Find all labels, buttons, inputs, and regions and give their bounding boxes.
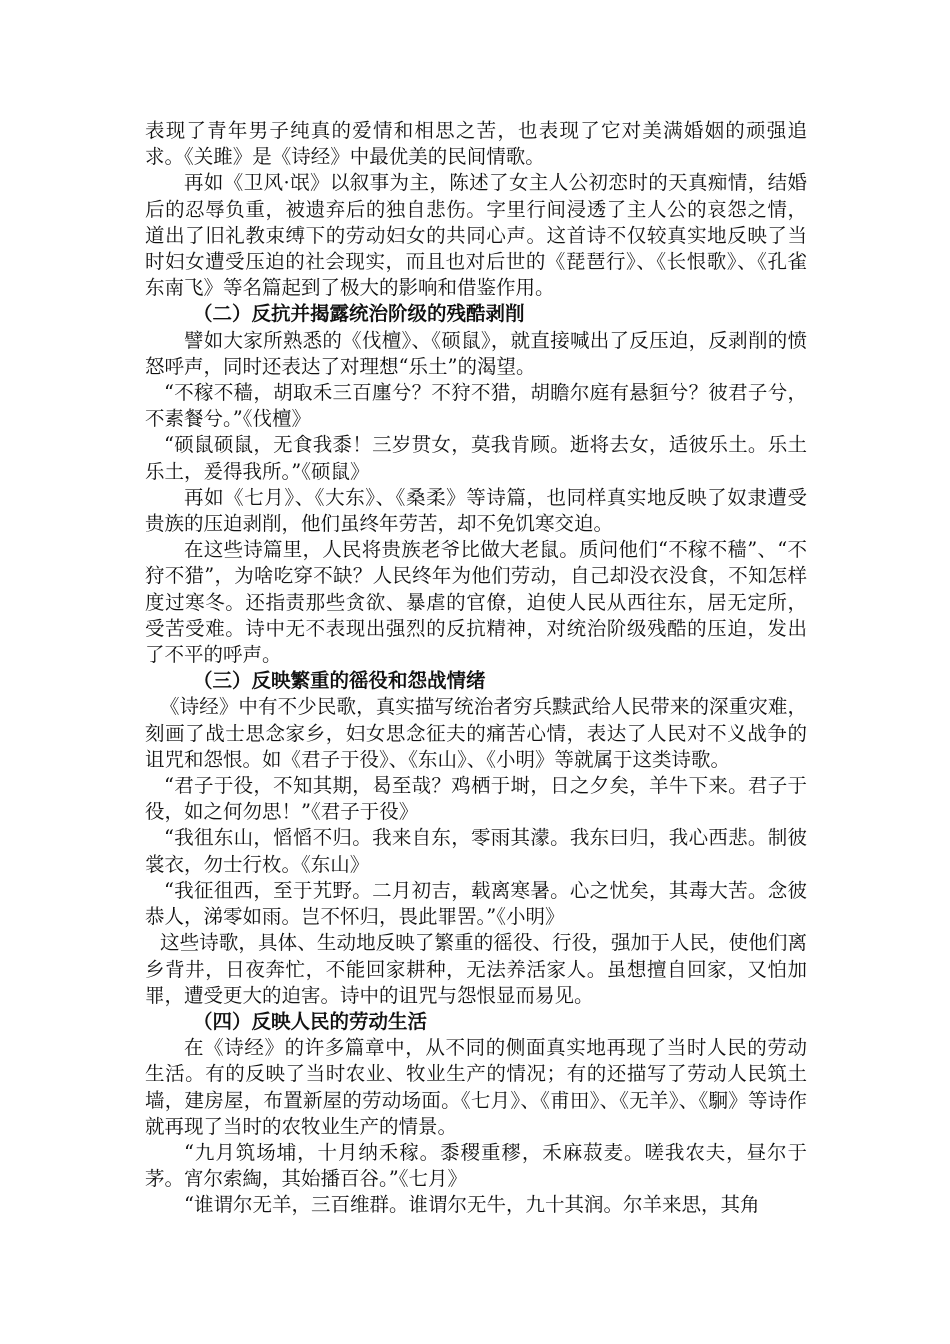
- paragraph: 在《诗经》的许多篇章中，从不同的侧面真实地再现了当时人民的劳动生活。有的反映了当时农业、牧业生产的情况；有的还描写了劳动人民筑土墙，建房屋，布置新屋的劳动场面。《七月》、《甫田》、《无羊》、《駉》等诗作就再现了当时的农牧业生产的情景。: [145, 1036, 807, 1138]
- paragraph: 在这些诗篇里，人民将贵族老爷比做大老鼠。质问他们“不稼不穑”、“不狩不猎”，为啥吃穿不缺？人民终年为他们劳动，自己却没衣没食，不知怎样度过寒冬。还指责那些贪欲、暴虐的官僚，迫使人民从西往东，居无定所，受苦受难。诗中无不表现出强烈的反抗精神，对统治阶级残酷的压迫，发出了不平的呼声。: [145, 538, 807, 667]
- quotation: “谁谓尔无羊，三百维群。谁谓尔无牛，九十其润。尔羊来思，其角: [184, 1193, 760, 1217]
- paragraph: 表现了青年男子纯真的爱情和相思之苦，也表现了它对美满婚姻的顽强追求。《关雎》是《诗经》中最优美的民间情歌。: [145, 119, 807, 169]
- quotation: “硕鼠硕鼠，无食我黍！三岁贯女，莫我肯顾。逝将去女，适彼乐土。乐土乐土，爰得我所。”《硕鼠》: [145, 433, 807, 483]
- paragraph: 再如《七月》、《大东》、《桑柔》等诗篇，也同样真实地反映了奴隶遭受贵族的压迫剥削，他们虽终年劳苦，却不免饥寒交迫。: [145, 485, 807, 536]
- quotation: “君子于役，不知其期，曷至哉？鸡栖于埘，日之夕矣，羊牛下来。君子于役，如之何勿思！”《君子于役》: [145, 774, 807, 824]
- document-page: [145, 118, 807, 1219]
- paragraph: 《诗经》中有不少民歌，真实描写统治者穷兵黩武给人民带来的深重灾难，刻画了战士思念家乡，妇女思念征夫的痛苦心情，表达了人民对不义战争的诅咒和怨恨。如《君子于役》、《东山》、《小明》等就属于这类诗歌。: [145, 695, 807, 771]
- quotation: “我征徂西，至于艽野。二月初吉，载离寒暑。心之忧矣，其毒大苦。念彼恭人，涕零如雨。岂不怀归，畏此罪罟。”《小明》: [145, 878, 807, 929]
- paragraph: 这些诗歌，具体、生动地反映了繁重的徭役、行役，强加于人民，使他们离乡背井，日夜奔忙，不能回家耕种，无法养活家人。虽想擅自回家，又怕加罪，遭受更大的迫害。诗中的诅咒与怨恨显而易见。: [145, 931, 807, 1007]
- quotation: “九月筑场埔，十月纳禾稼。黍稷重穋，禾麻菽麦。嗟我农夫，昼尔于茅。宵尔索綯，其始播百谷。”《七月》: [145, 1140, 807, 1191]
- paragraph: 譬如大家所熟悉的《伐檀》、《硕鼠》，就直接喊出了反压迫，反剥削的愤怒呼声，同时还表达了对理想“乐土”的渴望。: [145, 328, 807, 378]
- section-heading: （二）反抗并揭露统治阶级的残酷剥削: [193, 302, 525, 326]
- quotation: “不稼不穑，胡取禾三百廛兮？不狩不猎，胡瞻尔庭有悬貆兮？彼君子兮，不素餐兮。”《伐檀》: [145, 381, 807, 431]
- section-heading: （四）反映人民的劳动生活: [193, 1009, 428, 1033]
- quotation: “我徂东山，慆慆不归。我来自东，零雨其濛。我东曰归，我心西悲。制彼裳衣，勿士行枚。《东山》: [145, 826, 807, 876]
- paragraph: 再如《卫风·氓》以叙事为主，陈述了女主人公初恋时的天真痴情，结婚后的忍辱负重，被遗弃后的独自悲伤。字里行间浸透了主人公的哀怨之情，道出了旧礼教束缚下的劳动妇女的共同心声。这首诗不仅较真实地反映了当时妇女遭受压迫的社会现实，而且也对后世的《琵琶行》、《长恨歌》、《孔雀东南飞》等名篇起到了极大的影响和借鉴作用。: [145, 171, 807, 300]
- section-heading: （三）反映繁重的徭役和怨战情绪: [193, 669, 486, 693]
